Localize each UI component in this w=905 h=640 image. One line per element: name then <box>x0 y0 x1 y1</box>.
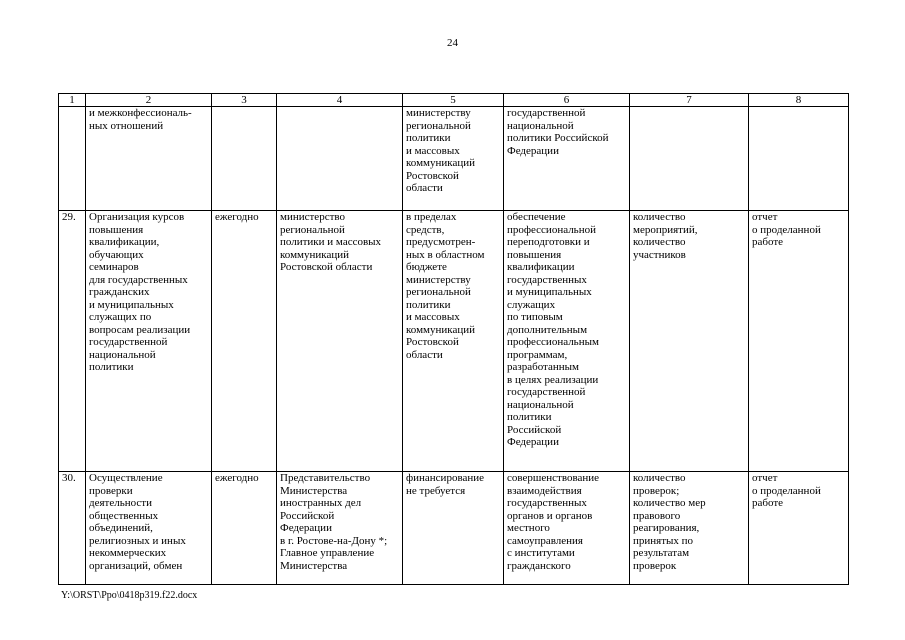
executor-cell <box>277 107 403 211</box>
funding-cell: министерству региональной политики и массовых коммуникаций Ростовской области <box>403 107 504 211</box>
row-number: 29. <box>59 211 86 472</box>
funding-cell: в пределах средств, предусмотрен- ных в областном бюджете министерству региональной политики и массовых коммуникаций Ростовской области <box>403 211 504 472</box>
deadline-cell: ежегодно <box>212 472 277 585</box>
footer-file-path: Y:\ORST\Ppo\0418p319.f22.docx <box>61 590 198 601</box>
report-form-cell: отчет о проделанной работе <box>749 211 849 472</box>
indicator-cell <box>630 107 749 211</box>
measure-name-cell: Осуществление проверки деятельности общественных объединений, религиозных и иных некоммерческих организаций, обмен <box>86 472 212 585</box>
table-row <box>59 472 849 585</box>
header-col-4: 4 <box>277 94 403 107</box>
table-row <box>59 211 849 472</box>
report-form-cell: отчет о проделанной работе <box>749 472 849 585</box>
executor-cell: Представительство Министерства иностранных дел Российской Федерации в г. Ростове-на-Дону *; Главное управление Министерства <box>277 472 403 585</box>
report-form-cell <box>749 107 849 211</box>
deadline-cell <box>212 107 277 211</box>
row-number <box>59 107 86 211</box>
header-col-7: 7 <box>630 94 749 107</box>
deadline-cell: ежегодно <box>212 211 277 472</box>
table-header-row <box>59 94 849 107</box>
header-col-3: 3 <box>212 94 277 107</box>
header-col-1: 1 <box>59 94 86 107</box>
indicator-cell: количество проверок; количество мер правового реагирования, принятых по результатам проверок <box>630 472 749 585</box>
header-col-2: 2 <box>86 94 212 107</box>
executor-cell: министерство региональной политики и массовых коммуникаций Ростовской области <box>277 211 403 472</box>
measure-name-cell: и межконфессиональ- ных отношений <box>86 107 212 211</box>
expected-result-cell: государственной национальной политики Российской Федерации <box>504 107 630 211</box>
row-number: 30. <box>59 472 86 585</box>
header-col-5: 5 <box>403 94 504 107</box>
funding-cell: финансирование не требуется <box>403 472 504 585</box>
table-row <box>59 107 849 211</box>
page-number: 24 <box>447 37 458 49</box>
plan-table <box>58 93 849 585</box>
measure-name-cell: Организация курсов повышения квалификации, обучающих семинаров для государственных гражданских и муниципальных служащих по вопросам реализации государственной национальной политики <box>86 211 212 472</box>
expected-result-cell: обеспечение профессиональной переподготовки и повышения квалификации государственных и муниципальных служащих по типовым дополнительным профессиональным программам, разработанным в целях реализации государственной национальной политики Российской Федерации <box>504 211 630 472</box>
header-col-8: 8 <box>749 94 849 107</box>
indicator-cell: количество мероприятий, количество участников <box>630 211 749 472</box>
expected-result-cell: совершенствование взаимодействия государственных органов и органов местного самоуправления с институтами гражданского <box>504 472 630 585</box>
header-col-6: 6 <box>504 94 630 107</box>
